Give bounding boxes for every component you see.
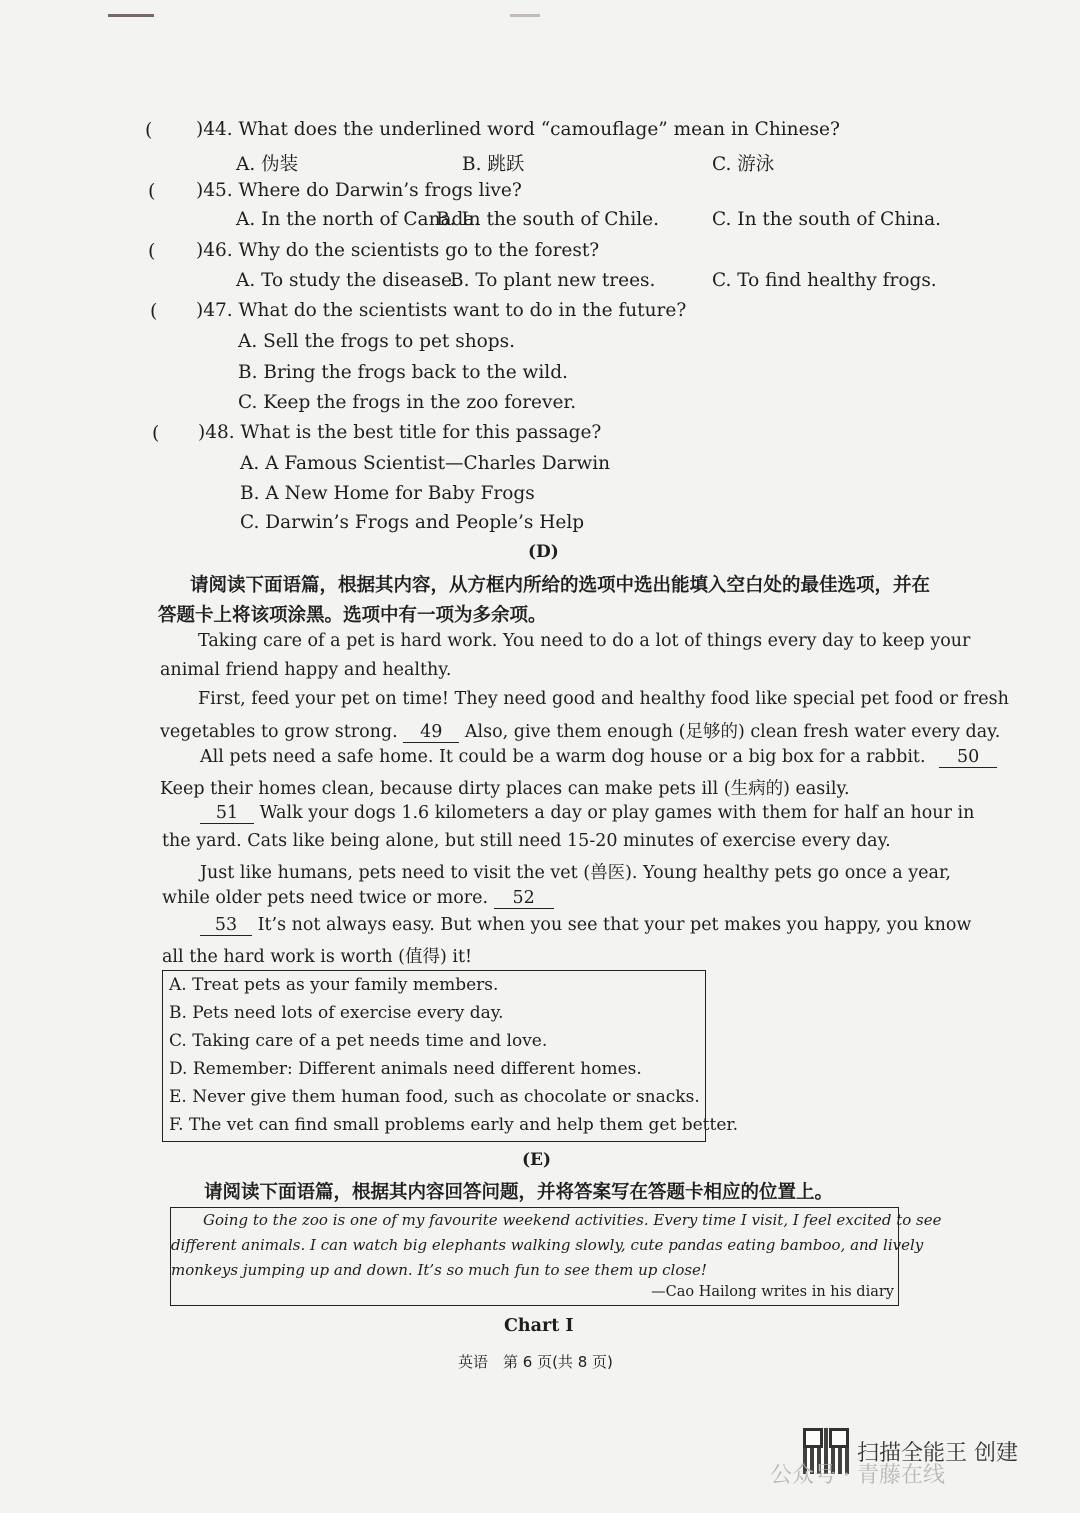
blank-49[interactable]: 49: [403, 722, 459, 743]
blank-51[interactable]: 51: [200, 803, 254, 824]
passage-line: the yard. Cats like being alone, but still need 15-20 minutes of exercise every day.: [162, 831, 891, 851]
passage-text: Also, give them enough (足够的) clean fresh water every day.: [464, 722, 1001, 742]
box-option-c: C. Taking care of a pet needs time and love.: [169, 1031, 548, 1051]
question-text: )44. What does the underlined word “camouflage” mean in Chinese?: [196, 119, 840, 140]
passage-line: [160, 718, 1000, 743]
option-a: A. A Famous Scientist—Charles Darwin: [240, 453, 611, 474]
box-option-a: A. Treat pets as your family members.: [169, 975, 499, 995]
section-d-heading: (D): [528, 542, 559, 562]
option-a: A. Sell the frogs to pet shops.: [238, 331, 516, 352]
passage-line: Keep their homes clean, because dirty places can make pets ill (生病的) easily.: [160, 779, 850, 799]
answer-bracket[interactable]: (: [148, 240, 156, 262]
passage-line: [200, 803, 974, 824]
account-watermark: 公众号 · 青藤在线: [770, 1463, 945, 1488]
option-b: B. 跳跃: [462, 154, 525, 175]
section-e-heading: (E): [522, 1150, 552, 1170]
page-footer: 英语 第 6 页(共 8 页): [458, 1353, 613, 1371]
passage-text: Walk your dogs 1.6 kilometers a day or play games with them for half an hour in: [259, 803, 975, 823]
diary-signature: —Cao Hailong writes in his diary: [651, 1284, 894, 1300]
chart-label: Chart Ⅰ: [504, 1316, 574, 1336]
option-b: B. Bring the frogs back to the wild.: [238, 362, 568, 383]
diary-line: monkeys jumping up and down. It’s so much fun to see them up close!: [171, 1261, 707, 1279]
option-b: B. In the south of Chile.: [436, 209, 660, 230]
blank-50[interactable]: 50: [939, 747, 997, 768]
option-a: A. In the north of Canada.: [236, 209, 481, 230]
options-box: [162, 970, 739, 1142]
question-text: )46. Why do the scientists go to the forest?: [196, 240, 600, 261]
passage-line: Just like humans, pets need to visit the vet (兽医). Young healthy pets go once a year,: [200, 863, 951, 883]
diary-line: Going to the zoo is one of my favourite weekend activities. Every time I visit, I feel excited to see: [203, 1211, 942, 1229]
diary-box: [170, 1207, 942, 1306]
box-option-f: F. The vet can find small problems early and help them get better.: [169, 1115, 739, 1135]
passage-text: All pets need a safe home. It could be a warm dog house or a big box for a rabbit.: [200, 747, 926, 767]
answer-bracket[interactable]: (: [148, 180, 156, 202]
option-a: A. 伪装: [236, 154, 299, 175]
diary-line: different animals. I can watch big elephants walking slowly, cute pandas eating bamboo, and lively: [171, 1236, 924, 1254]
passage-line: [200, 915, 971, 936]
answer-bracket[interactable]: (: [150, 300, 158, 322]
question-text: )45. Where do Darwin’s frogs live?: [196, 180, 522, 201]
question-text: )48. What is the best title for this passage?: [198, 422, 602, 443]
option-c: C. To find healthy frogs.: [712, 270, 937, 291]
option-c: C. Darwin’s Frogs and People’s Help: [240, 512, 585, 533]
passage-line: Taking care of a pet is hard work. You need to do a lot of things every day to keep your: [198, 631, 971, 651]
section-d-instruction: 请阅读下面语篇，根据其内容，从方框内所给的选项中选出能填入空白处的最佳选项，并在: [190, 575, 931, 596]
passage-text: while older pets need twice or more.: [162, 888, 489, 908]
scan-mark: [108, 14, 154, 17]
blank-52[interactable]: 52: [494, 888, 554, 909]
box-option-d: D. Remember: Different animals need different homes.: [169, 1059, 642, 1079]
answer-bracket[interactable]: (: [152, 422, 160, 444]
blank-53[interactable]: 53: [200, 915, 252, 936]
passage-line: First, feed your pet on time! They need good and healthy food like special pet food or fresh: [198, 689, 1009, 709]
passage-text: It’s not always easy. But when you see that your pet makes you happy, you know: [257, 915, 972, 935]
option-b: B. A New Home for Baby Frogs: [240, 483, 535, 504]
passage-text: vegetables to grow strong.: [160, 722, 398, 742]
box-option-e: E. Never give them human food, such as chocolate or snacks.: [169, 1087, 700, 1107]
box-option-b: B. Pets need lots of exercise every day.: [169, 1003, 504, 1023]
answer-bracket[interactable]: (: [145, 119, 153, 141]
option-b: B. To plant new trees.: [450, 270, 656, 291]
section-e-instruction: 请阅读下面语篇，根据其内容回答问题，并将答案写在答题卡相应的位置上。: [204, 1182, 834, 1203]
option-c: C. In the south of China.: [712, 209, 941, 230]
question-text: )47. What do the scientists want to do in the future?: [196, 300, 687, 321]
scanner-watermark: 扫描全能王 创建: [857, 1441, 1018, 1466]
option-a: A. To study the disease.: [236, 270, 458, 291]
section-d-instruction: 答题卡上将该项涂黑。选项中有一项为多余项。: [158, 605, 547, 626]
passage-line: all the hard work is worth (值得) it!: [162, 947, 473, 967]
option-c: C. 游泳: [712, 154, 775, 175]
scan-mark: [510, 14, 540, 17]
passage-line: animal friend happy and healthy.: [160, 660, 452, 680]
option-c: C. Keep the frogs in the zoo forever.: [238, 392, 577, 413]
passage-line: [200, 747, 997, 768]
passage-line: [162, 888, 554, 909]
